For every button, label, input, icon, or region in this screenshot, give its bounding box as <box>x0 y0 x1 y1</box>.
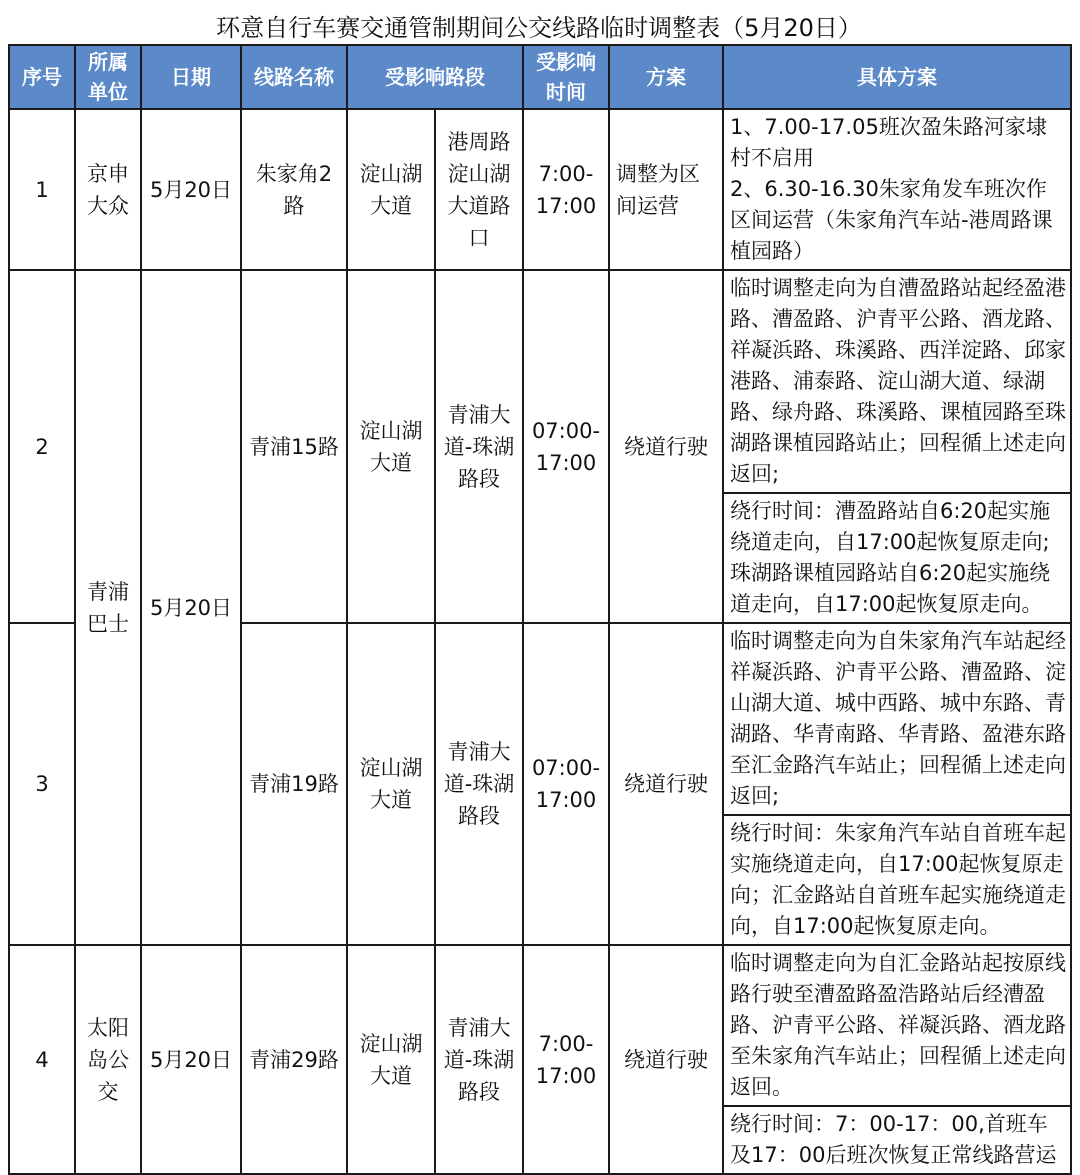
cell-unit <box>75 945 141 1174</box>
detail-route-text: 临时调整走向为自朱家角汽车站起经祥凝浜路、沪青平公路、漕盈路、淀山湖大道、城中西路、城中东路、青湖路、华青南路、华青路、盈港东路至汇金路汽车站止；回程循上述走向返回; <box>730 629 1066 808</box>
cell-segment-line: 淀山湖 <box>447 161 511 186</box>
cell-road-line: 大道 <box>370 450 412 475</box>
header-time-line2: 时间 <box>546 80 586 104</box>
header-unit-line2: 单位 <box>88 80 128 104</box>
cell-time-line: 07:00- <box>531 418 601 443</box>
cell-unit <box>75 109 141 270</box>
cell-time-line: 17:00 <box>535 450 597 475</box>
cell-date-merged: 5月20日 <box>141 270 241 945</box>
cell-time-line: 17:00 <box>535 193 597 218</box>
cell-road <box>347 623 435 945</box>
schedule-table <box>8 44 1072 1175</box>
cell-road <box>347 945 435 1174</box>
table-header-row <box>9 45 1071 109</box>
header-unit <box>75 45 141 109</box>
cell-segment-line: 路段 <box>458 1079 500 1104</box>
table-row <box>9 945 1071 1174</box>
cell-segment-line: 青浦大 <box>447 740 511 764</box>
cell-detail <box>723 945 1071 1174</box>
detail-text <box>724 110 1070 269</box>
cell-segment-line: 港周路 <box>447 129 511 154</box>
cell-time <box>523 270 609 623</box>
cell-road-line: 淀山湖 <box>359 1031 423 1056</box>
header-detail: 具体方案 <box>723 45 1071 109</box>
cell-date: 5月20日 <box>141 109 241 270</box>
cell-road-line: 淀山湖 <box>359 161 423 186</box>
cell-scheme-line: 间运营 <box>616 193 679 218</box>
cell-no: 2 <box>9 270 75 623</box>
cell-time <box>523 945 609 1174</box>
cell-detail <box>723 109 1071 270</box>
detail-time-text: 绕行时间：漕盈路站自6:20起实施绕道走向，自17:00起恢复原走向;珠湖路课植园路站自6:20起实施绕道走向，自17:00起恢复原走向。 <box>724 492 1070 622</box>
header-no: 序号 <box>9 45 75 109</box>
header-date: 日期 <box>141 45 241 109</box>
cell-segment-line: 路段 <box>458 466 500 491</box>
cell-route: 青浦29路 <box>241 945 347 1174</box>
cell-time-line: 7:00- <box>538 1031 594 1056</box>
cell-segment-line: 口 <box>468 225 490 250</box>
cell-time-line: 7:00- <box>538 161 594 186</box>
cell-route-line: 路 <box>283 193 305 218</box>
cell-road-line: 大道 <box>370 1063 412 1088</box>
header-unit-line1: 所属 <box>88 50 128 74</box>
cell-unit-line: 太阳 <box>87 1015 129 1040</box>
detail-line: 1、7.00-17.05班次盈朱路河家埭村不启用 <box>730 115 1047 170</box>
cell-route <box>241 109 347 270</box>
cell-time <box>523 623 609 945</box>
cell-segment-line: 路段 <box>458 804 500 828</box>
cell-road-line: 淀山湖 <box>359 756 423 780</box>
cell-segment <box>435 623 523 945</box>
cell-segment-line: 青浦大 <box>447 1015 511 1040</box>
cell-segment-line: 青浦大 <box>447 402 511 427</box>
cell-unit-line: 巴士 <box>87 611 129 636</box>
header-route: 线路名称 <box>241 45 347 109</box>
header-section: 受影响路段 <box>347 45 523 109</box>
cell-road <box>347 109 435 270</box>
cell-segment-line: 道-珠湖 <box>443 1047 515 1072</box>
header-time-line1: 受影响 <box>536 50 596 74</box>
detail-line: 2、6.30-16.30朱家角发车班次作区间运营（朱家角汽车站-港周路课植园路） <box>730 177 1053 263</box>
cell-segment <box>435 945 523 1174</box>
cell-time-line: 17:00 <box>535 1063 597 1088</box>
cell-date: 5月20日 <box>141 945 241 1174</box>
cell-unit-line: 青浦 <box>87 579 129 604</box>
cell-no: 1 <box>9 109 75 270</box>
cell-scheme <box>609 109 723 270</box>
cell-scheme: 绕道行驶 <box>609 945 723 1174</box>
detail-time-text: 绕行时间：朱家角汽车站自首班车起实施绕道走向，自17:00起恢复原走向；汇金路站自首班车起实施绕道走向，自17:00起恢复原走向。 <box>724 814 1070 944</box>
cell-route: 青浦19路 <box>241 623 347 945</box>
detail-route-text: 临时调整走向为自漕盈路站起经盈港路、漕盈路、沪青平公路、酒龙路、祥凝浜路、珠溪路、西洋淀路、邱家港路、浦泰路、淀山湖大道、绿湖路、绿舟路、珠溪路、课植园路至珠湖路课植园路站止；回程循上述走向返回; <box>730 276 1066 486</box>
cell-segment <box>435 109 523 270</box>
cell-road-line: 大道 <box>370 193 412 218</box>
cell-detail <box>723 623 1071 945</box>
cell-scheme: 绕道行驶 <box>609 270 723 623</box>
cell-road <box>347 270 435 623</box>
cell-segment-line: 大道路 <box>447 193 511 218</box>
cell-scheme-line: 调整为区 <box>616 161 700 186</box>
cell-detail <box>723 270 1071 623</box>
header-scheme: 方案 <box>609 45 723 109</box>
cell-unit-line: 岛公 <box>87 1047 129 1072</box>
cell-time-line: 07:00- <box>531 756 601 780</box>
cell-no: 4 <box>9 945 75 1174</box>
cell-unit-line: 交 <box>97 1079 119 1104</box>
cell-segment-line: 道-珠湖 <box>443 772 515 796</box>
detail-route-text: 临时调整走向为自汇金路站起按原线路行驶至漕盈路盈浩路站后经漕盈路、沪青平公路、祥凝浜路、酒龙路至朱家角汽车站止；回程循上述走向返回。 <box>730 951 1066 1099</box>
cell-segment-line: 道-珠湖 <box>443 434 515 459</box>
header-time <box>523 45 609 109</box>
cell-road-line: 大道 <box>370 788 412 812</box>
table-row <box>9 109 1071 270</box>
cell-time <box>523 109 609 270</box>
cell-no: 3 <box>9 623 75 945</box>
page-title: 环意自行车赛交通管制期间公交线路临时调整表（5月20日） <box>216 13 862 42</box>
detail-time-text: 绕行时间：7：00-17：00,首班车及17：00后班次恢复正常线路营运 <box>724 1105 1070 1173</box>
cell-route-line: 朱家角2 <box>255 161 333 186</box>
cell-road-line: 淀山湖 <box>359 418 423 443</box>
cell-unit-line: 大众 <box>87 193 129 218</box>
table-row <box>9 270 1071 623</box>
cell-scheme: 绕道行驶 <box>609 623 723 945</box>
cell-route: 青浦15路 <box>241 270 347 623</box>
cell-unit-line: 京申 <box>87 161 129 186</box>
cell-segment <box>435 270 523 623</box>
cell-time-line: 17:00 <box>535 788 597 812</box>
cell-unit-merged <box>75 270 141 945</box>
